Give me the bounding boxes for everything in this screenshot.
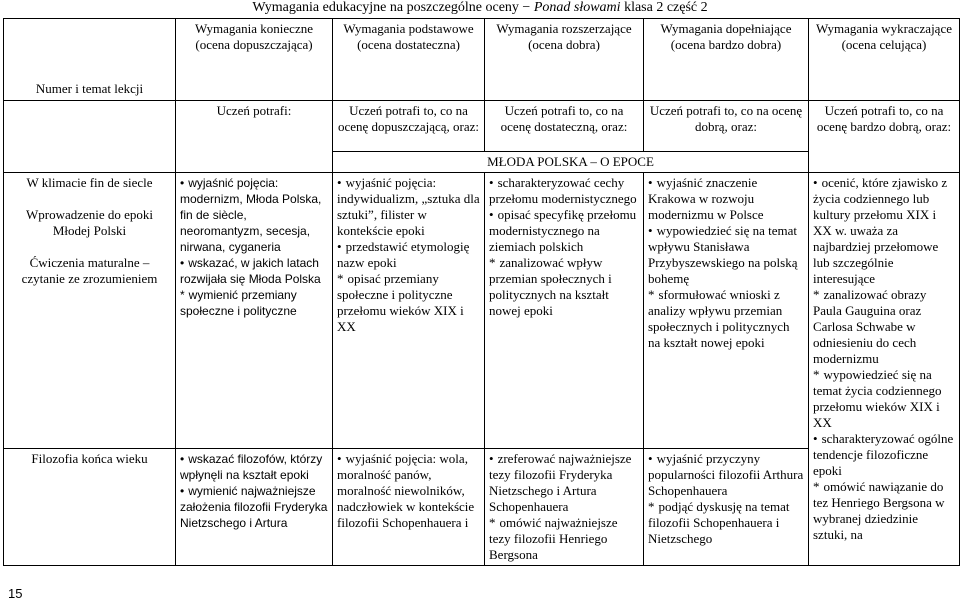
requirement-list [648,175,804,351]
requirement-item: • wyjaśnić pojęcia: indywidualizm, „sztuka dla sztuki”, filister w kontekście epoki [337,175,480,239]
header-wykraczajace: Wymagania wykraczające (ocena celująca) [809,19,960,101]
requirement-item: * podjąć dyskusję na temat filozofii Schopenhauera i Nietzschego [648,499,804,547]
requirement-list [648,451,804,547]
requirement-item: * zanalizować wpływ przemian społecznych i politycznych na kształt nowej epoki [489,255,639,319]
requirement-list [180,175,328,319]
intro-konieczne: Uczeń potrafi: [176,101,333,173]
lesson-cell-dopelniajace [644,173,809,449]
header-rozszerzajace: Wymagania rozszerzające (ocena dobra) [485,19,644,101]
topic-line: W klimacie fin de siecle [26,175,153,190]
title-suffix: klasa 2 część 2 [624,0,708,15]
requirement-list [337,451,480,531]
requirement-item: • zreferować najważniejsze tezy filozofii Fryderyka Nietzschego i Artura Schopenhauera [489,451,639,515]
header-podstawowe: Wymagania podstawowe (ocena dostateczna) [333,19,485,101]
lesson-cell-konieczne [176,449,333,566]
lesson-row [4,173,960,449]
requirement-item: * sformułować wnioski z analizy wpływu przemian społecznych i politycznych na kształt nowej epoki [648,287,804,351]
intro-rozszerzajace: Uczeń potrafi to, co na ocenę dostateczną, oraz: [485,101,644,152]
requirement-item: * omówić najważniejsze tezy filozofii Henriego Bergsona [489,515,639,563]
requirement-list [180,451,328,531]
lesson-topic [4,449,176,566]
topic-line: Ćwiczenia maturalne – czytanie ze zrozumieniem [21,255,158,286]
lesson-cell-rozszerzajace [485,449,644,566]
intro-row [4,101,960,152]
intro-wykraczajace: Uczeń potrafi to, co na ocenę bardzo dobrą, oraz: [809,101,960,173]
requirement-item: • przedstawić etymologię nazw epoki [337,239,480,271]
header-konieczne: Wymagania konieczne (ocena dopuszczająca) [176,19,333,101]
requirement-item: * omówić nawiązanie do tez Henriego Bergsona w wybranej dziedzinie sztuki, na [813,479,955,543]
requirement-item: * opisać przemiany społeczne i polityczne przełomu wieków XIX i XX [337,271,480,335]
requirement-item: * wypowiedzieć się na temat życia codziennego przełomu wieków XIX i XX [813,367,955,431]
header-row [4,19,960,101]
lesson-cell-podstawowe [333,173,485,449]
requirement-item: • wypowiedzieć się na temat wpływu Stanisława Przybyszewskiego na polską bohemę [648,223,804,287]
page-number: 15 [8,586,23,601]
topic-line: Wprowadzenie do epoki Młodej Polski [25,207,154,238]
requirement-item: • wyjaśnić znaczenie Krakowa w rozwoju modernizmu w Polsce [648,175,804,223]
header-topic: Numer i temat lekcji [4,19,176,101]
title-italic-part: Ponad słowami [533,0,621,15]
requirement-list [489,451,639,563]
intro-dopelniajace: Uczeń potrafi to, co na ocenę dobrą, oraz: [644,101,809,152]
lesson-topic [4,173,176,449]
lesson-cell-konieczne [176,173,333,449]
requirement-item: * wymienić przemiany społeczne i polityczne [180,287,328,319]
requirement-item: • scharakteryzować cechy przełomu modernistycznego [489,175,639,207]
requirement-item: • wyjaśnić pojęcia: wola, moralność panów, moralność niewolników, nadczłowiek w kontekście filozofii Schopenhauera i [337,451,480,531]
lesson-cell-podstawowe [333,449,485,566]
topic-intro-cell [4,101,176,173]
requirement-item: • opisać specyfikę przełomu modernistycznego na ziemiach polskich [489,207,639,255]
section-heading: MŁODA POLSKA – O EPOCE [333,152,809,173]
requirement-item: • wskazać filozofów, którzy wpłynęli na kształt epoki [180,451,328,483]
requirement-list [337,175,480,335]
requirement-item: • ocenić, które zjawisko z życia codziennego lub kultury przełomu XIX i XX w. uważa za najbardziej przełomowe lub szczególnie interesujące [813,175,955,287]
intro-podstawowe: Uczeń potrafi to, co na ocenę dopuszczającą, oraz: [333,101,485,152]
requirement-list [489,175,639,319]
requirement-item: • wyjaśnić przyczyny popularności filozofii Arthura Schopenhauera [648,451,804,499]
title-prefix: Wymagania edukacyjne na poszczególne oceny − [252,0,531,15]
header-dopelniajace: Wymagania dopełniające (ocena bardzo dobra) [644,19,809,101]
lesson-cell-rozszerzajace [485,173,644,449]
requirement-item: • scharakteryzować ogólne tendencje filozoficzne epoki [813,431,955,479]
lesson-cell-wykraczajace [809,173,960,566]
requirement-item: * zanalizować obrazy Paula Gauguina oraz Carlosa Schwabe w odniesieniu do cech modernizmu [813,287,955,367]
topic-line: Filozofia końca wieku [31,451,148,466]
requirement-list [813,175,955,543]
lesson-cell-dopelniajace [644,449,809,566]
requirement-item: • wskazać, w jakich latach rozwijała się Młoda Polska [180,255,328,287]
requirements-table [3,18,960,566]
requirement-item: • wyjaśnić pojęcia: modernizm, Młoda Polska, fin de siècle, neoromantyzm, secesja, nirwana, cyganeria [180,175,328,255]
document-title [0,0,960,17]
requirement-item: • wymienić najważniejsze założenia filozofii Fryderyka Nietzschego i Artura [180,483,328,531]
